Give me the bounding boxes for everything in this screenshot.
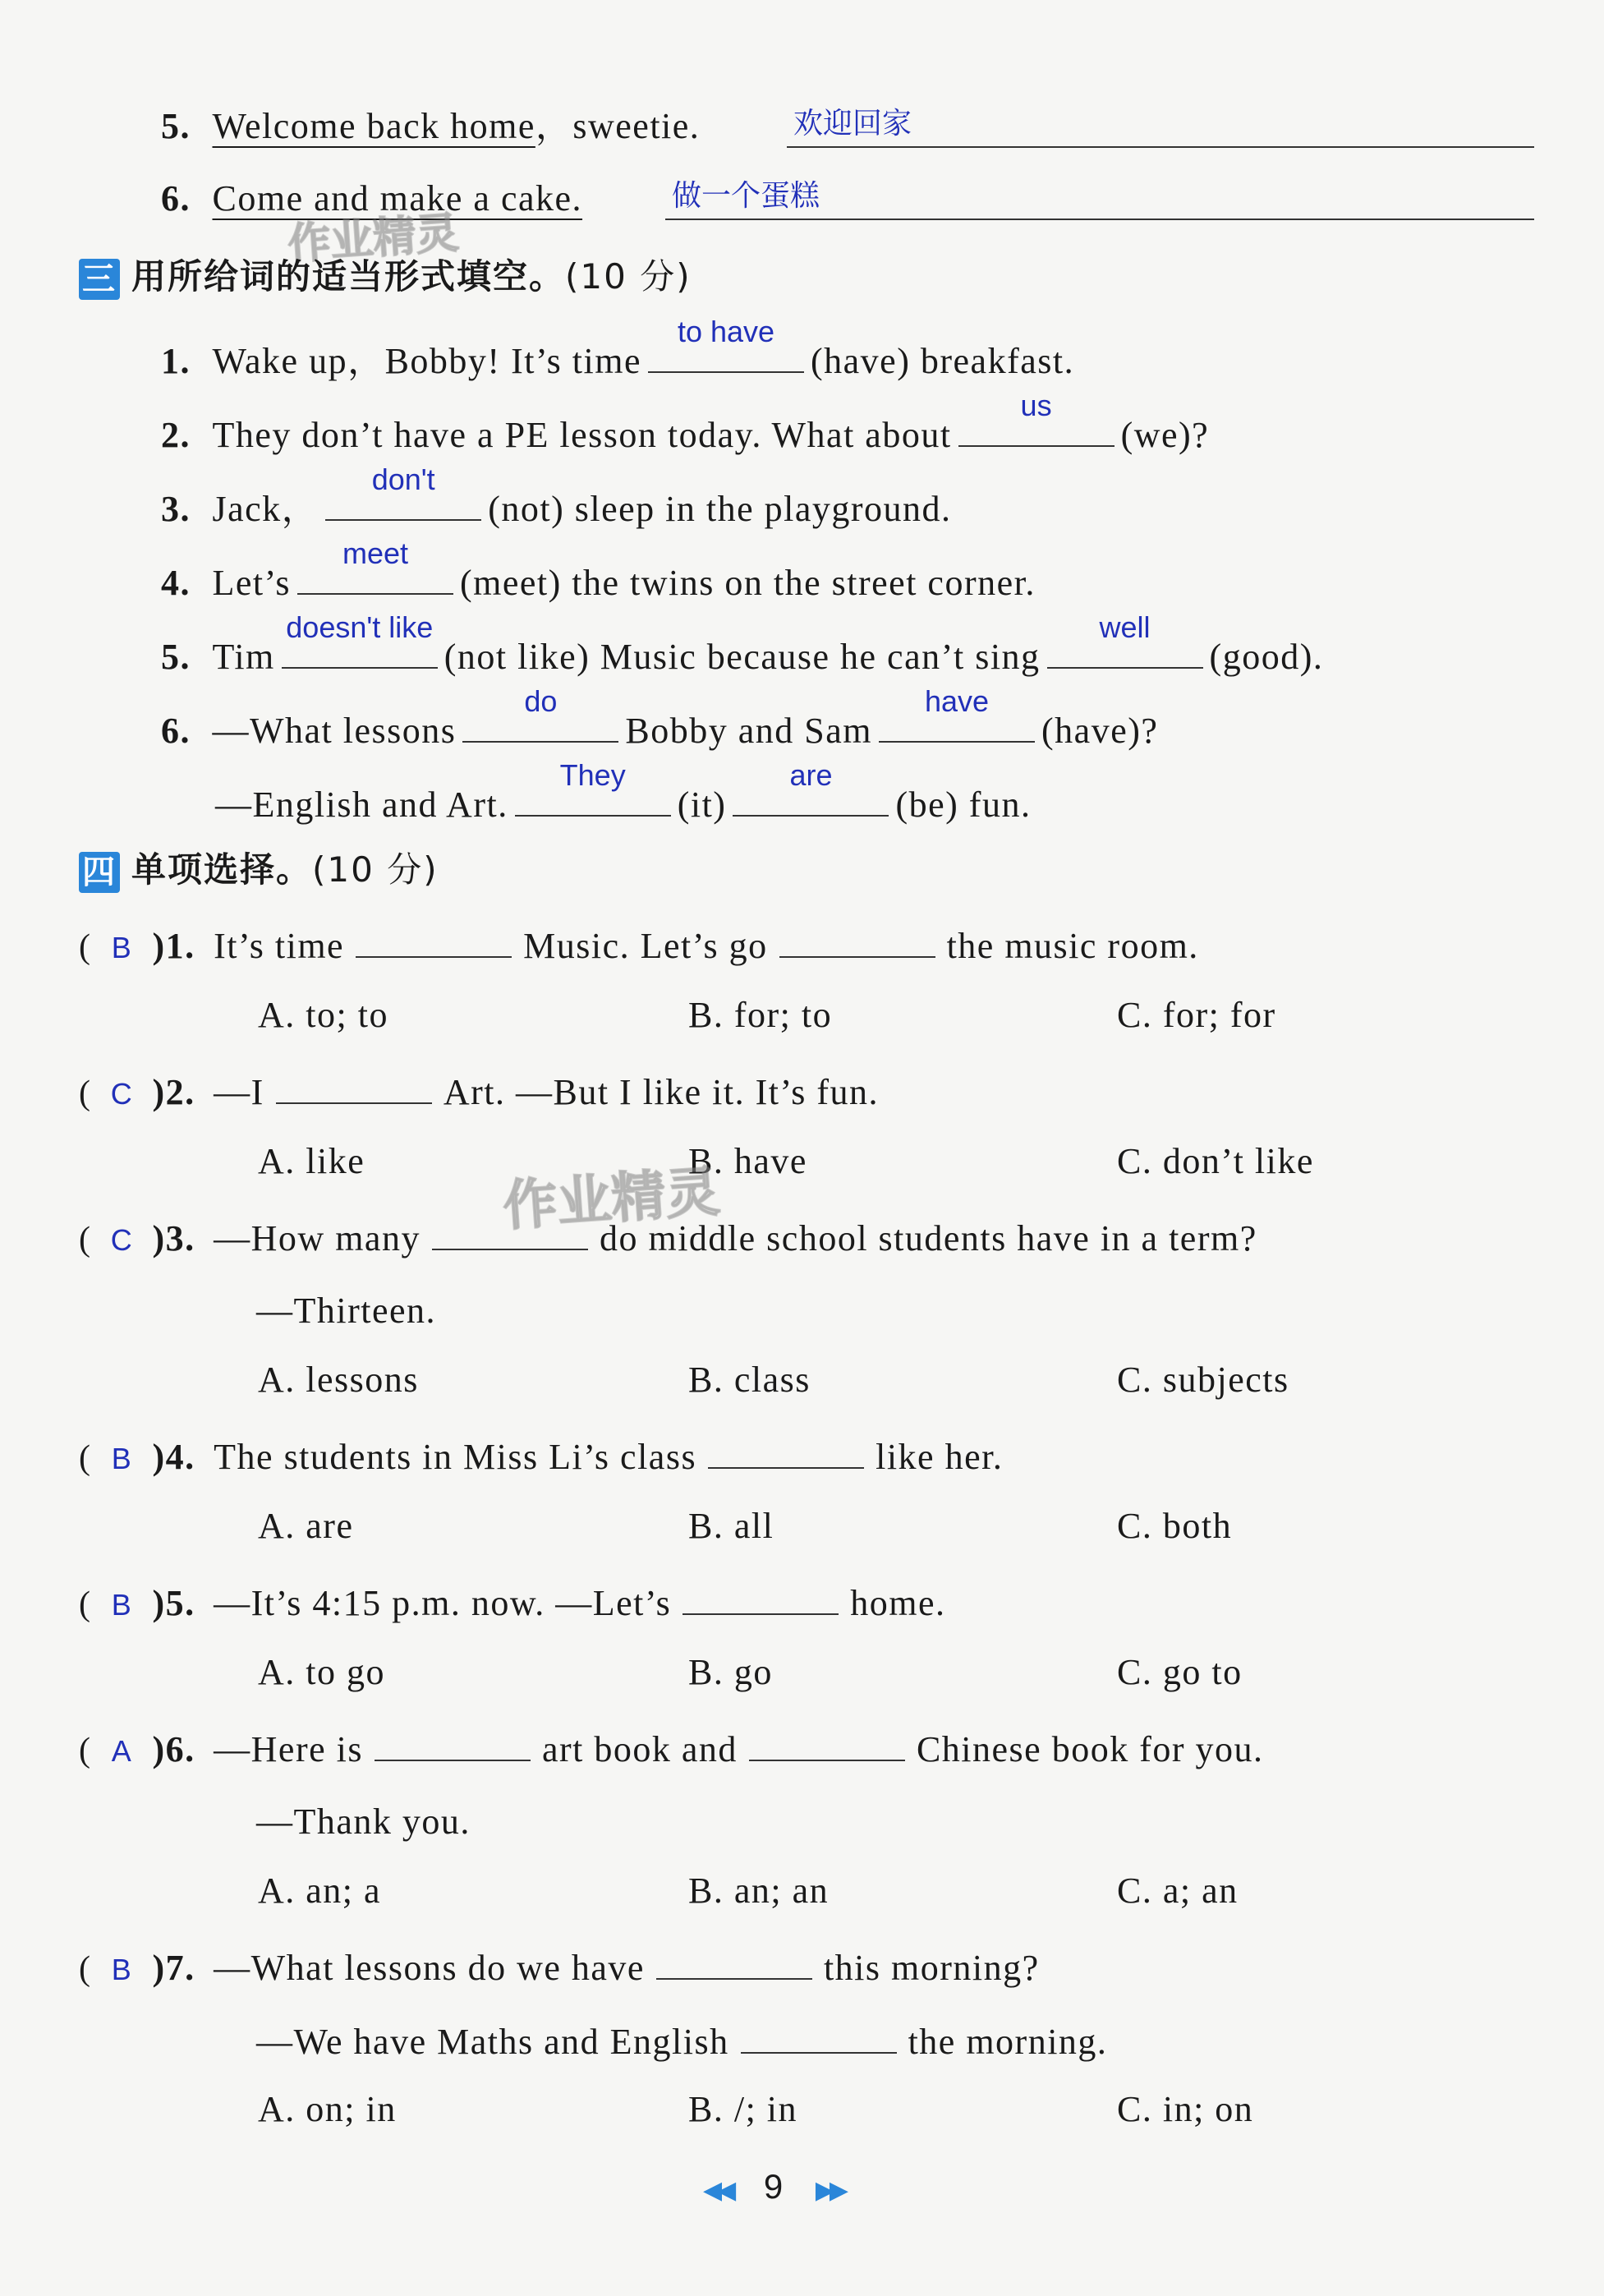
next-page-icon: ▶▶ bbox=[815, 2177, 844, 2204]
question-number: )1. bbox=[152, 926, 195, 966]
option-a: A. on; in bbox=[258, 2089, 397, 2129]
option-b: B. class bbox=[688, 1360, 811, 1400]
fill-item-5 bbox=[161, 610, 1324, 677]
fill-answer: doesn't like bbox=[286, 610, 434, 644]
item-number: 6. bbox=[161, 178, 191, 219]
fill-answer: have bbox=[924, 684, 990, 718]
question-text: —Here is bbox=[214, 1729, 363, 1769]
blank bbox=[708, 1431, 864, 1469]
option-b: B. an; an bbox=[688, 1870, 830, 1911]
watermark-stamp: 作业精灵 bbox=[501, 1159, 722, 1239]
question-text: It’s time bbox=[214, 926, 345, 966]
fill-answer: don't bbox=[371, 462, 435, 496]
fill-item-3 bbox=[161, 462, 952, 529]
fill-answer: are bbox=[789, 758, 833, 792]
blank bbox=[356, 920, 512, 958]
fill-answer: to have bbox=[677, 315, 775, 348]
question-number: )2. bbox=[152, 1072, 195, 1112]
item-number: 2. bbox=[161, 415, 191, 455]
page-number: 9 bbox=[763, 2167, 784, 2206]
fill-item-1 bbox=[161, 315, 1075, 381]
blank bbox=[741, 2016, 897, 2054]
fill-item-4 bbox=[161, 536, 1036, 603]
question-text: The students in Miss Li’s class bbox=[214, 1437, 697, 1477]
fill-item-6 bbox=[161, 684, 1159, 751]
question-number: )3. bbox=[152, 1218, 195, 1258]
question-text: do middle school students have in a term? bbox=[599, 1218, 1257, 1258]
item-text: (not) sleep in the playground. bbox=[488, 489, 952, 529]
section-title: 单项选择。 bbox=[131, 849, 313, 890]
choice-answer: B bbox=[111, 931, 133, 964]
option-b: B. all bbox=[688, 1506, 774, 1546]
item-text: (be) fun. bbox=[895, 785, 1032, 825]
blank bbox=[276, 1066, 432, 1104]
item-number: 6. bbox=[161, 711, 191, 751]
option-a: A. an; a bbox=[258, 1870, 382, 1911]
translation-item-5 bbox=[161, 102, 700, 151]
question-number: )6. bbox=[152, 1729, 195, 1769]
fill-answer: meet bbox=[342, 536, 408, 570]
item-text: Come and make a cake. bbox=[212, 178, 583, 219]
choice-question-6: ( A )6. —Here is art book and Chinese book for you. bbox=[79, 1723, 1264, 1773]
choice-question-3: ( C )3. —How many do middle school students have in a term? bbox=[79, 1212, 1257, 1262]
question-text: art book and bbox=[542, 1729, 738, 1769]
blank bbox=[779, 920, 935, 958]
section-title: 用所给词的适当形式填空。 bbox=[131, 256, 566, 297]
question-text: —How many bbox=[214, 1218, 421, 1258]
option-c: C. don’t like bbox=[1117, 1141, 1314, 1181]
fill-answer: They bbox=[559, 758, 626, 792]
choice-answer: B bbox=[111, 1953, 133, 1986]
question-number: )7. bbox=[152, 1948, 195, 1988]
section-points: (10 分) bbox=[565, 256, 692, 297]
blank bbox=[749, 1723, 905, 1761]
question-number: )4. bbox=[152, 1437, 195, 1477]
question-text: this morning? bbox=[823, 1948, 1040, 1988]
item-text: (we)? bbox=[1120, 415, 1210, 455]
item-number: 5. bbox=[161, 106, 191, 146]
option-c: C. a; an bbox=[1117, 1870, 1239, 1911]
choice-question-2: ( C )2. —I Art. —But I like it. It’s fun. bbox=[79, 1066, 879, 1116]
question-reply: —Thank you. bbox=[256, 1801, 471, 1842]
section-points: (10 分) bbox=[312, 849, 439, 890]
choice-answer: B bbox=[111, 1442, 133, 1475]
question-text: —What lessons do we have bbox=[214, 1948, 645, 1988]
item-text: (have)? bbox=[1041, 711, 1159, 751]
option-c: C. in; on bbox=[1117, 2089, 1254, 2129]
option-a: A. to; to bbox=[258, 995, 388, 1035]
item-text: —English and Art. bbox=[215, 785, 508, 825]
item-number: 4. bbox=[161, 563, 191, 603]
section-badge: 三 bbox=[79, 259, 120, 300]
answer-line bbox=[665, 219, 1534, 220]
item-number: 3. bbox=[161, 489, 191, 529]
option-a: A. lessons bbox=[258, 1360, 419, 1400]
choice-answer: C bbox=[110, 1077, 134, 1111]
item-text: They don’t have a PE lesson today. What about bbox=[212, 415, 952, 455]
question-text: Music. Let’s go bbox=[523, 926, 768, 966]
question-text: —We have Maths and English bbox=[256, 2022, 729, 2062]
section-4-heading bbox=[79, 843, 439, 893]
page-footer bbox=[703, 2167, 843, 2206]
item-text: (it) bbox=[677, 785, 727, 825]
blank bbox=[656, 1942, 812, 1980]
section-3-heading bbox=[79, 250, 692, 300]
translation-answer: 做一个蛋糕 bbox=[672, 179, 820, 213]
item-text-tail: ，sweetie. bbox=[535, 106, 701, 146]
choice-question-7: ( B )7. —What lessons do we have this morning? bbox=[79, 1942, 1040, 1991]
item-text: (have) breakfast. bbox=[811, 341, 1075, 381]
choice-answer: C bbox=[110, 1223, 134, 1257]
option-c: C. both bbox=[1117, 1506, 1233, 1546]
item-text: (meet) the twins on the street corner. bbox=[459, 563, 1036, 603]
option-c: C. go to bbox=[1117, 1652, 1243, 1692]
item-number: 1. bbox=[161, 341, 191, 381]
question-text: the morning. bbox=[908, 2022, 1108, 2062]
fill-item-2 bbox=[161, 389, 1210, 455]
item-text: Wake up，Bobby! It’s time bbox=[212, 341, 641, 381]
fill-answer: well bbox=[1099, 610, 1151, 644]
question-text: home. bbox=[850, 1583, 946, 1623]
fill-answer: do bbox=[524, 684, 558, 718]
item-text: —What lessons bbox=[212, 711, 457, 751]
option-c: C. for; for bbox=[1117, 995, 1276, 1035]
translation-answer: 欢迎回家 bbox=[793, 107, 912, 140]
question-text: —I bbox=[214, 1072, 264, 1112]
item-text: (good). bbox=[1209, 637, 1324, 677]
question-text: Art. —But I like it. It’s fun. bbox=[443, 1072, 879, 1112]
option-c: C. subjects bbox=[1117, 1360, 1289, 1400]
item-text: Welcome back home bbox=[212, 106, 535, 146]
question-text: Chinese book for you. bbox=[916, 1729, 1264, 1769]
question-number: )5. bbox=[152, 1583, 195, 1623]
blank bbox=[432, 1212, 588, 1250]
item-text: Jack， bbox=[212, 489, 319, 529]
choice-answer: B bbox=[111, 1588, 133, 1622]
choice-question-4: ( B )4. The students in Miss Li’s class like her. bbox=[79, 1431, 1003, 1480]
option-b: B. /; in bbox=[688, 2089, 798, 2129]
question-reply bbox=[256, 2016, 1107, 2065]
item-text: Let’s bbox=[212, 563, 291, 603]
blank bbox=[375, 1723, 531, 1761]
item-number: 5. bbox=[161, 637, 191, 677]
fill-item-6-reply bbox=[215, 758, 1032, 825]
blank bbox=[683, 1577, 839, 1615]
question-text: —It’s 4:15 p.m. now. —Let’s bbox=[214, 1583, 672, 1623]
item-text: Bobby and Sam bbox=[625, 711, 873, 751]
answer-line bbox=[787, 146, 1534, 148]
option-b: B. for; to bbox=[688, 995, 833, 1035]
section-badge: 四 bbox=[79, 852, 120, 893]
choice-question-1: ( B )1. It’s time Music. Let’s go the music room. bbox=[79, 920, 1199, 969]
fill-answer: us bbox=[1020, 389, 1052, 422]
choice-answer: A bbox=[111, 1734, 133, 1768]
item-text: Tim bbox=[212, 637, 275, 677]
option-a: A. like bbox=[258, 1141, 365, 1181]
item-text: (not like) Music because he can’t sing bbox=[444, 637, 1041, 677]
question-reply: —Thirteen. bbox=[256, 1291, 437, 1331]
question-text: like her. bbox=[876, 1437, 1004, 1477]
prev-page-icon: ◀◀ bbox=[703, 2177, 732, 2204]
question-text: the music room. bbox=[946, 926, 1199, 966]
watermark-stamp: 作业精灵 bbox=[286, 208, 461, 270]
option-b: B. go bbox=[688, 1652, 773, 1692]
option-a: A. to go bbox=[258, 1652, 385, 1692]
option-b: B. have bbox=[688, 1141, 807, 1181]
choice-question-5: ( B )5. —It’s 4:15 p.m. now. —Let’s home. bbox=[79, 1577, 946, 1627]
option-a: A. are bbox=[258, 1506, 354, 1546]
